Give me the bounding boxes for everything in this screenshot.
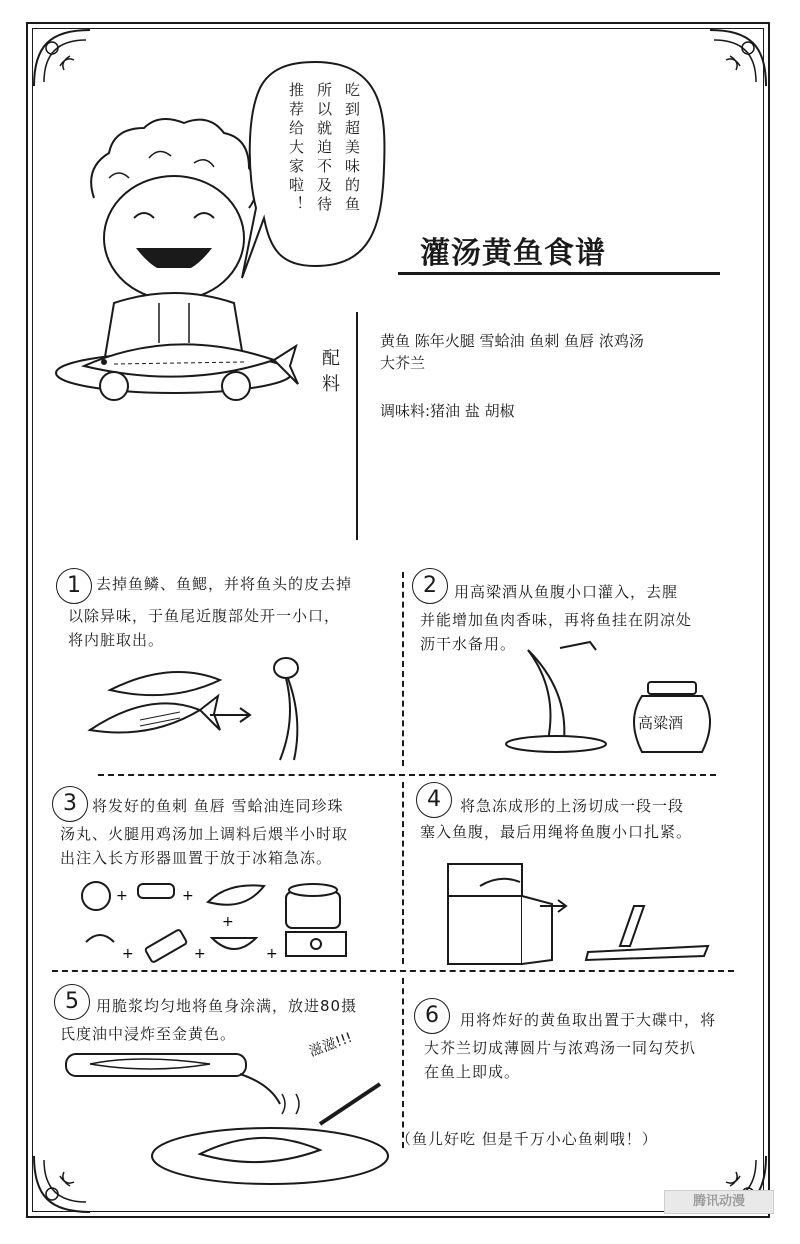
svg-text:+: +: [116, 888, 128, 904]
svg-text:+: +: [122, 946, 134, 962]
step-divider-horizontal-1: [98, 774, 716, 776]
step-1-fish-illustration: [80, 650, 340, 770]
speech-bubble-column-3: 推荐给大家啦！: [287, 82, 305, 215]
step-divider-vertical-2: [402, 782, 404, 964]
svg-text:+: +: [182, 888, 194, 904]
step-4-line-1: 将急冻成形的上汤切成一段一段: [460, 797, 685, 815]
step-1-line-1: 去掉鱼鳞、鱼鳃，并将鱼头的皮去掉: [96, 575, 353, 593]
step-1-line-3: 将内脏取出。: [68, 631, 165, 649]
step-2-fish-plate-illustration: [500, 640, 630, 760]
step-divider-vertical-3: [402, 978, 404, 1148]
step-3-ingredients-illustration: [76, 872, 366, 968]
step-2-line-3: 沥干水备用。: [420, 635, 517, 653]
step-6-line-1: 用将炸好的黄鱼取出置于大碟中，将: [460, 1011, 717, 1029]
step-6-line-3: 在鱼上即成。: [424, 1063, 521, 1081]
footer-note: （鱼儿好吃 但是千万小心鱼刺哦！）: [396, 1130, 658, 1148]
svg-text:+: +: [222, 914, 234, 930]
speech-bubble-column-1: 吃到超美味的鱼: [343, 82, 361, 215]
title-underline: [398, 272, 720, 275]
step-1-line-2: 以除异味，于鱼尾近腹部处开一小口，: [68, 607, 341, 625]
sizzle-text: 滋滋!!!: [306, 1029, 355, 1061]
step-5-number: 5: [54, 984, 90, 1020]
page-title: 灌汤黄鱼食谱: [420, 236, 606, 271]
ingredients-main-line-1: 黄鱼 陈年火腿 雪蛤油 鱼刺 鱼唇 浓鸡汤: [380, 332, 644, 350]
ingredients-main-line-2: 大芥兰: [380, 354, 426, 372]
step-2-line-2: 并能增加鱼肉香味，再将鱼挂在阴凉处: [420, 611, 693, 629]
step-4-line-2: 塞入鱼腹，最后用绳将鱼腹小口扎紧。: [420, 823, 693, 841]
ingredients-divider: [356, 312, 358, 540]
step-1-number: 1: [56, 568, 92, 604]
step-3-line-1: 将发好的鱼刺 鱼唇 雪蛤油连同珍珠: [92, 797, 344, 815]
step-4-number: 4: [416, 782, 452, 818]
step-5-line-1: 用脆浆均匀地将鱼身涂满，放进80摄: [96, 997, 358, 1015]
ingredients-seasoning: 调味料:猪油 盐 胡椒: [380, 402, 515, 420]
step-divider-horizontal-2: [52, 970, 734, 972]
step-divider-vertical-1: [402, 572, 404, 766]
ingredients-label: 配料: [319, 348, 340, 400]
corner-ornament-icon: [30, 26, 100, 96]
liquor-jar-label: 高粱酒: [638, 714, 684, 732]
step-2-number: 2: [412, 568, 448, 604]
step-3-line-3: 出注入长方形器皿置于放于冰箱急冻。: [60, 849, 333, 867]
corner-ornament-icon: [700, 26, 770, 96]
step-4-fridge-illustration: [440, 856, 710, 968]
step-3-number: 3: [52, 786, 88, 822]
step-6-number: 6: [414, 998, 450, 1034]
speech-bubble-column-2: 所以就迫不及待: [315, 82, 333, 215]
step-6-line-2: 大芥兰切成薄圆片与浓鸡汤一同勾芡扒: [424, 1039, 697, 1057]
watermark-logo: 腾讯动漫: [664, 1190, 774, 1214]
step-5-line-2: 氏度油中浸炸至金黄色。: [60, 1025, 237, 1043]
svg-text:+: +: [266, 946, 278, 962]
step-3-line-2: 汤丸、火腿用鸡汤加上调料后煨半小时取: [60, 825, 349, 843]
step-2-line-1: 用高梁酒从鱼腹小口灌入，去腥: [454, 583, 679, 601]
svg-text:+: +: [194, 946, 206, 962]
step-5-frying-illustration: [60, 1044, 390, 1184]
